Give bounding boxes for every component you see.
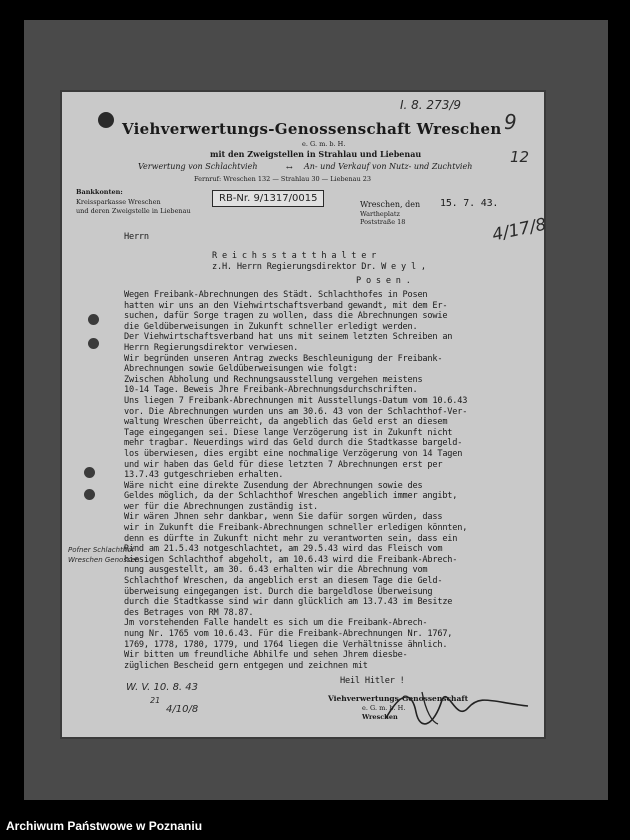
bottom-note-1: W. V. 10. 8. 43 xyxy=(126,682,199,693)
body-line: Rind am 21.5.43 notgeschlachtet, am 29.5.43 wird das Fleisch vom xyxy=(124,544,443,555)
body-line: durch die Stadtkasse sind wir dann glücklich am 13.7.43 im Besitze xyxy=(124,597,453,608)
body-line: die Geldüberweisungen in Zukunft schneller erledigt werden. xyxy=(124,321,418,332)
body-line: 10-14 Tage. Beweis Jhre Freibank-Abrechnungsdurchschriften. xyxy=(124,385,418,396)
body-line: wer für die Abrechnungen zuständig ist. xyxy=(124,501,318,512)
company-name: Viehverwertungs-Genossenschaft Wreschen xyxy=(122,120,502,138)
body-line: Der Viehwirtschaftsverband hat uns mit seinem letzten Schreiben an xyxy=(124,332,453,343)
body-line: mehr tragbar. Neuerdings wird das Geld durch die Stadtkasse bargeld- xyxy=(124,438,463,449)
body-line: Tage eingegangen sei. Diese lange Verzögerung ist in Zukunft nicht xyxy=(124,427,453,438)
body-line: Schlachthof Wreschen, da angeblich erst an diesem Tage die Geld- xyxy=(124,576,443,587)
services-left: Verwertung von Schlachtvieh xyxy=(138,162,258,171)
punch-hole xyxy=(84,489,95,500)
signature-place: Wreschen xyxy=(362,713,398,721)
body-line: nung ausgestellt, am 30. 6.43 erhalten wir die Abrechnung vom xyxy=(124,565,428,576)
date-handwritten-note: 4/17/8 xyxy=(490,214,549,246)
body-line: des Betrages von RM 78.87. xyxy=(124,607,254,618)
addressee-line-1: R e i c h s s t a t t h a l t e r xyxy=(212,251,377,261)
body-line: vor. Die Abrechnungen wurden uns am 30.6. 43 von der Schlachthof-Ver- xyxy=(124,406,468,417)
bottom-note-2: 4/10/8 xyxy=(166,704,199,715)
bank-line-2: und deren Zweigstelle in Liebenau xyxy=(76,207,191,215)
handwritten-signature xyxy=(382,682,532,730)
folio-note: 12 xyxy=(510,148,530,166)
reference-note: I. 8. 273/9 xyxy=(400,98,462,112)
body-line: Wäre nicht eine direkte Zusendung der Abrechnungen sowie des xyxy=(124,480,423,491)
body-line: überweisung eingegangen ist. Durch die bargeldlose Überweisung xyxy=(124,586,433,597)
margin-note-2: Wreschen Genossen xyxy=(68,556,140,564)
punch-hole xyxy=(88,314,99,325)
body-line: suchen, dafür Sorge tragen zu wollen, dass die Abrechnungen sowie xyxy=(124,311,448,322)
letter-date: 15. 7. 43. xyxy=(440,198,499,209)
addressee-line-3: P o s e n . xyxy=(356,276,411,286)
salutation: Herrn xyxy=(124,232,149,242)
margin-note-1: Pofner Schlachthof xyxy=(68,546,134,554)
body-line: Jm vorstehenden Falle handelt es sich um die Freibank-Abrech- xyxy=(124,618,428,629)
place-label: Wreschen, den xyxy=(360,200,421,209)
body-line: und wir haben das Geld für diese letzten 7 Abrechnungen erst per xyxy=(124,459,443,470)
bank-title: Bankkonten: xyxy=(76,188,123,196)
body-line: nung Nr. 1765 vom 10.6.43. Für die Freibank-Abrechnungen Nr. 1767, xyxy=(124,629,453,639)
body-line: 1769, 1778, 1780, 1779, und 1764 liegen die Verhältnisse ähnlich. xyxy=(124,639,448,650)
body-line: züglichen Bescheid gern entgegen und zeichnen mit xyxy=(124,660,368,671)
document-sheet xyxy=(62,92,549,737)
body-line: wir in Zukunft die Freibank-Abrechnungen schneller erledigen könnten, xyxy=(124,523,468,534)
body-line: Wir wären Jhnen sehr dankbar, wenn Sie dafür sorgen würden, dass xyxy=(124,512,443,523)
registration-stamp: RB-Nr. 9/1317/0015 xyxy=(212,190,324,207)
body-line: denn es dürfte in Zukunft nicht mehr zu verantworten sein, dass ein xyxy=(124,533,458,544)
arrow-glyph: ↔ xyxy=(286,163,293,172)
body-line: Zwischen Abholung und Rechnungsausstellung vergehen meistens xyxy=(124,374,423,385)
street-line-1: Wartheplatz xyxy=(360,210,400,218)
body-line: Wegen Freibank-Abrechnungen des Städt. Schlachthofes in Posen xyxy=(124,290,428,300)
punch-hole xyxy=(84,467,95,478)
letter-body xyxy=(124,290,467,671)
signature-legal-form: e. G. m. b. H. xyxy=(362,704,406,712)
bottom-note-3: 21 xyxy=(150,696,161,705)
archive-credit: Archiwum Państwowe w Poznaniu xyxy=(6,819,203,833)
punch-hole xyxy=(88,338,99,349)
body-line: Wir begründen unseren Antrag zwecks Beschleunigung der Freibank- xyxy=(124,353,443,364)
body-line: 13.7.43 gutgeschrieben erhalten. xyxy=(124,470,284,481)
closing-greeting: Heil Hitler ! xyxy=(340,676,405,686)
body-line: Herrn Regierungsdirektor verwiesen. xyxy=(124,342,299,353)
ink-blot xyxy=(98,112,114,128)
addressee-line-2: z.H. Herrn Regierungsdirektor Dr. W e y l , xyxy=(212,262,426,272)
body-line: los überwiesen, dies ergibt eine nochmalige Verzögerung von 14 Tagen xyxy=(124,448,463,459)
services-right: An- und Verkauf von Nutz- und Zuchtvieh xyxy=(304,162,473,171)
street-line-2: Poststraße 18 xyxy=(360,218,406,226)
signature-company: Viehverwertungs-Genossenschaft xyxy=(328,694,469,703)
page-number-note: 9 xyxy=(504,110,517,134)
body-line: Abrechnungen sowie Geldüberweisungen wie folgt: xyxy=(124,364,358,375)
body-line: hiesigen Schlachthof abgeholt, am 10.6.43 wird die Freibank-Abrech- xyxy=(124,554,458,565)
body-line: waltung Wreschen überreicht, da angeblich das Geld erst an diesem xyxy=(124,417,448,428)
body-line: Wir bitten um freundliche Abhilfe und sehen Jhrem diesbe- xyxy=(124,650,408,661)
body-line: Uns liegen 7 Freibank-Abrechnungen mit Ausstellungs-Datum vom 10.6.43 xyxy=(124,395,468,406)
branches-line: mit den Zweigstellen in Strahlau und Liebenau xyxy=(210,149,422,159)
body-line: hatten wir uns an den Viehwirtschaftsverband gewandt, mit dem Er- xyxy=(124,300,448,311)
legal-form: e. G. m. b. H. xyxy=(302,140,346,148)
body-line: Geldes möglich, da der Schlachthof Wreschen angeblich immer angibt, xyxy=(124,491,458,502)
phone-line: Fernruf: Wreschen 132 — Strahlau 30 — Liebenau 23 xyxy=(194,175,372,183)
bank-line-1: Kreissparkasse Wreschen xyxy=(76,198,161,206)
